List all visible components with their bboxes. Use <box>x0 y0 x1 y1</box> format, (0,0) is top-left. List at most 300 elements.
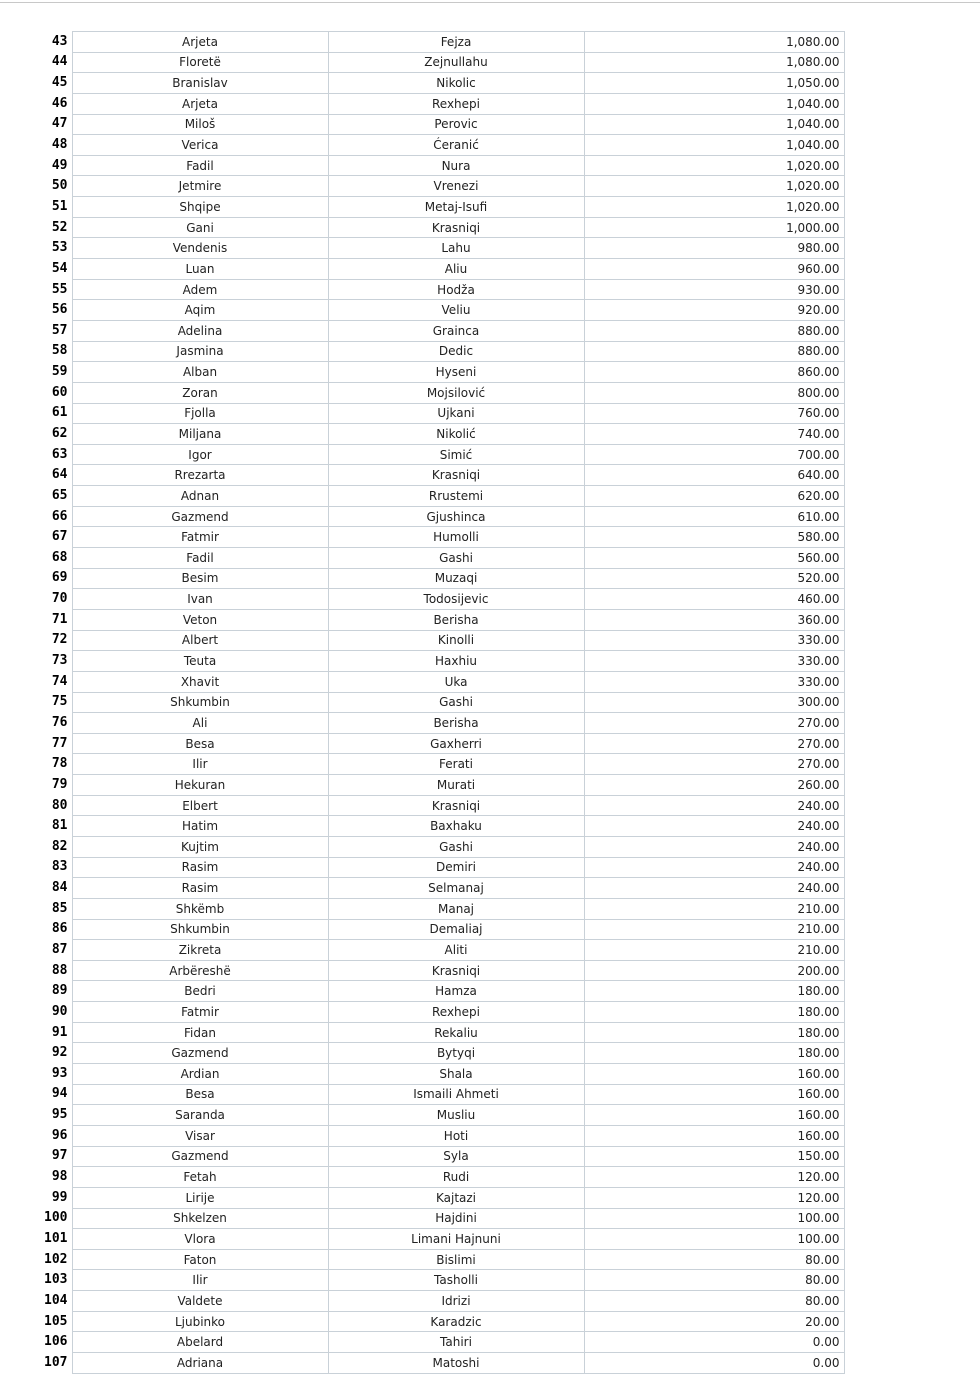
last-name-cell: Lahu <box>328 238 584 259</box>
last-name-cell: Hodža <box>328 279 584 300</box>
row-number: 62 <box>51 425 68 441</box>
table-row <box>38 1332 844 1353</box>
first-name-cell: Adem <box>72 279 328 300</box>
table-row <box>38 1084 844 1105</box>
table-row <box>38 713 844 734</box>
row-number: 100 <box>44 1210 68 1226</box>
table-row <box>38 960 844 981</box>
amount-cell: 640.00 <box>584 465 844 486</box>
row-number: 70 <box>51 591 68 607</box>
first-name-cell: Ljubinko <box>72 1311 328 1332</box>
row-number: 75 <box>51 694 68 710</box>
first-name-cell: Ivan <box>72 589 328 610</box>
last-name-cell: Todosijevic <box>328 589 584 610</box>
last-name-cell: Haxhiu <box>328 651 584 672</box>
row-number: 71 <box>51 611 68 627</box>
first-name-cell: Fetah <box>72 1167 328 1188</box>
row-number: 51 <box>51 198 68 214</box>
last-name-cell: Ferati <box>328 754 584 775</box>
row-number: 52 <box>51 219 68 235</box>
last-name-cell: Vrenezi <box>328 176 584 197</box>
last-name-cell: Veliu <box>328 300 584 321</box>
first-name-cell: Fjolla <box>72 403 328 424</box>
row-number: 78 <box>51 756 68 772</box>
last-name-cell: Demiri <box>328 857 584 878</box>
amount-cell: 0.00 <box>584 1332 844 1353</box>
first-name-cell: Besa <box>72 733 328 754</box>
amount-cell: 800.00 <box>584 382 844 403</box>
row-number: 86 <box>51 921 68 937</box>
last-name-cell: Fejza <box>328 32 584 53</box>
last-name-cell: Murati <box>328 775 584 796</box>
row-number: 82 <box>51 838 68 854</box>
last-name-cell: Rekaliu <box>328 1022 584 1043</box>
first-name-cell: Besa <box>72 1084 328 1105</box>
last-name-cell: Musliu <box>328 1105 584 1126</box>
first-name-cell: Verica <box>72 135 328 156</box>
amount-cell: 560.00 <box>584 548 844 569</box>
last-name-cell: Syla <box>328 1146 584 1167</box>
table-row <box>38 176 844 197</box>
amount-cell: 880.00 <box>584 341 844 362</box>
table-row <box>38 898 844 919</box>
table-row <box>38 940 844 961</box>
row-number: 104 <box>44 1292 68 1308</box>
last-name-cell: Baxhaku <box>328 816 584 837</box>
table-row <box>38 589 844 610</box>
amount-cell: 330.00 <box>584 630 844 651</box>
row-number: 89 <box>51 983 68 999</box>
first-name-cell: Vendenis <box>72 238 328 259</box>
amount-cell: 20.00 <box>584 1311 844 1332</box>
row-number: 106 <box>44 1334 68 1350</box>
last-name-cell: Demaliaj <box>328 919 584 940</box>
amount-cell: 80.00 <box>584 1291 844 1312</box>
amount-cell: 120.00 <box>584 1167 844 1188</box>
amount-cell: 1,040.00 <box>584 135 844 156</box>
row-number: 50 <box>51 178 68 194</box>
first-name-cell: Visar <box>72 1125 328 1146</box>
first-name-cell: Ardian <box>72 1064 328 1085</box>
first-name-cell: Shkëmb <box>72 898 328 919</box>
last-name-cell: Metaj-Isufi <box>328 197 584 218</box>
first-name-cell: Alban <box>72 362 328 383</box>
first-name-cell: Zoran <box>72 382 328 403</box>
amount-cell: 1,020.00 <box>584 176 844 197</box>
row-number: 105 <box>44 1313 68 1329</box>
table-row <box>38 1249 844 1270</box>
table-row <box>38 114 844 135</box>
last-name-cell: Gjushinca <box>328 506 584 527</box>
amount-cell: 240.00 <box>584 878 844 899</box>
table-row <box>38 795 844 816</box>
row-number: 63 <box>51 446 68 462</box>
table-row <box>38 609 844 630</box>
row-number: 81 <box>51 818 68 834</box>
last-name-cell: Nikolić <box>328 424 584 445</box>
row-number: 76 <box>51 714 68 730</box>
last-name-cell: Aliu <box>328 259 584 280</box>
row-number: 48 <box>51 137 68 153</box>
amount-cell: 180.00 <box>584 981 844 1002</box>
row-number: 96 <box>51 1127 68 1143</box>
amount-cell: 80.00 <box>584 1249 844 1270</box>
amount-cell: 100.00 <box>584 1208 844 1229</box>
amount-cell: 1,020.00 <box>584 197 844 218</box>
amount-cell: 610.00 <box>584 506 844 527</box>
amount-cell: 1,080.00 <box>584 52 844 73</box>
table-row <box>38 878 844 899</box>
table-row <box>38 1064 844 1085</box>
row-number: 46 <box>51 95 68 111</box>
amount-cell: 960.00 <box>584 259 844 280</box>
first-name-cell: Gani <box>72 217 328 238</box>
last-name-cell: Karadzic <box>328 1311 584 1332</box>
first-name-cell: Shkumbin <box>72 919 328 940</box>
first-name-cell: Xhavit <box>72 671 328 692</box>
amount-cell: 360.00 <box>584 609 844 630</box>
table-row <box>38 1105 844 1126</box>
first-name-cell: Elbert <box>72 795 328 816</box>
first-name-cell: Floretë <box>72 52 328 73</box>
row-number: 79 <box>51 776 68 792</box>
table-row <box>38 651 844 672</box>
amount-cell: 1,000.00 <box>584 217 844 238</box>
row-number: 73 <box>51 653 68 669</box>
table-row <box>38 857 844 878</box>
table-row <box>38 816 844 837</box>
amount-cell: 880.00 <box>584 320 844 341</box>
table-row <box>38 465 844 486</box>
last-name-cell: Hamza <box>328 981 584 1002</box>
first-name-cell: Adnan <box>72 486 328 507</box>
row-number: 97 <box>51 1148 68 1164</box>
first-name-cell: Hatim <box>72 816 328 837</box>
last-name-cell: Nura <box>328 155 584 176</box>
row-number: 57 <box>51 322 68 338</box>
amount-cell: 270.00 <box>584 754 844 775</box>
last-name-cell: Muzaqi <box>328 568 584 589</box>
row-number: 64 <box>51 467 68 483</box>
table-row <box>38 1291 844 1312</box>
row-number: 72 <box>51 632 68 648</box>
table-row <box>38 217 844 238</box>
amount-cell: 1,020.00 <box>584 155 844 176</box>
amount-cell: 740.00 <box>584 424 844 445</box>
amount-cell: 330.00 <box>584 671 844 692</box>
first-name-cell: Miljana <box>72 424 328 445</box>
row-number: 45 <box>51 75 68 91</box>
last-name-cell: Rexhepi <box>328 93 584 114</box>
table-row <box>38 548 844 569</box>
row-number: 60 <box>51 384 68 400</box>
row-number: 43 <box>51 33 68 49</box>
last-name-cell: Aliti <box>328 940 584 961</box>
last-name-cell: Rrustemi <box>328 486 584 507</box>
amount-cell: 100.00 <box>584 1229 844 1250</box>
row-number: 44 <box>51 54 68 70</box>
row-number: 53 <box>51 240 68 256</box>
first-name-cell: Arjeta <box>72 93 328 114</box>
last-name-cell: Uka <box>328 671 584 692</box>
amount-cell: 240.00 <box>584 795 844 816</box>
first-name-cell: Fadil <box>72 155 328 176</box>
first-name-cell: Aqim <box>72 300 328 321</box>
amount-cell: 1,080.00 <box>584 32 844 53</box>
amount-cell: 0.00 <box>584 1353 844 1374</box>
amount-cell: 760.00 <box>584 403 844 424</box>
table-row <box>38 320 844 341</box>
table-row <box>38 1311 844 1332</box>
amount-cell: 160.00 <box>584 1084 844 1105</box>
row-number: 85 <box>51 900 68 916</box>
table-row <box>38 197 844 218</box>
amount-cell: 150.00 <box>584 1146 844 1167</box>
first-name-cell: Albert <box>72 630 328 651</box>
last-name-cell: Bislimi <box>328 1249 584 1270</box>
amount-cell: 330.00 <box>584 651 844 672</box>
first-name-cell: Zikreta <box>72 940 328 961</box>
table-row <box>38 775 844 796</box>
last-name-cell: Zejnullahu <box>328 52 584 73</box>
first-name-cell: Shkumbin <box>72 692 328 713</box>
first-name-cell: Adriana <box>72 1353 328 1374</box>
last-name-cell: Mojsilović <box>328 382 584 403</box>
row-number: 68 <box>51 549 68 565</box>
table-row <box>38 733 844 754</box>
first-name-cell: Rasim <box>72 857 328 878</box>
first-name-cell: Shkelzen <box>72 1208 328 1229</box>
amount-cell: 460.00 <box>584 589 844 610</box>
table-row <box>38 1208 844 1229</box>
first-name-cell: Fatmir <box>72 1002 328 1023</box>
last-name-cell: Krasniqi <box>328 465 584 486</box>
table-row <box>38 568 844 589</box>
first-name-cell: Fadil <box>72 548 328 569</box>
row-number: 83 <box>51 859 68 875</box>
first-name-cell: Adelina <box>72 320 328 341</box>
first-name-cell: Gazmend <box>72 506 328 527</box>
last-name-cell: Gaxherri <box>328 733 584 754</box>
row-number: 101 <box>44 1230 68 1246</box>
amount-cell: 120.00 <box>584 1187 844 1208</box>
first-name-cell: Ali <box>72 713 328 734</box>
row-number: 99 <box>51 1189 68 1205</box>
table-row <box>38 93 844 114</box>
row-number: 103 <box>44 1272 68 1288</box>
row-number: 98 <box>51 1169 68 1185</box>
table-row <box>38 52 844 73</box>
last-name-cell: Hajdini <box>328 1208 584 1229</box>
table-body <box>38 32 844 1374</box>
table-row <box>38 754 844 775</box>
first-name-cell: Fidan <box>72 1022 328 1043</box>
table-row <box>38 1187 844 1208</box>
last-name-cell: Rudi <box>328 1167 584 1188</box>
last-name-cell: Simić <box>328 444 584 465</box>
last-name-cell: Tasholli <box>328 1270 584 1291</box>
amount-cell: 160.00 <box>584 1125 844 1146</box>
table-row <box>38 32 844 53</box>
last-name-cell: Shala <box>328 1064 584 1085</box>
amount-cell: 210.00 <box>584 919 844 940</box>
last-name-cell: Bytyqi <box>328 1043 584 1064</box>
first-name-cell: Ilir <box>72 1270 328 1291</box>
last-name-cell: Ismaili Ahmeti <box>328 1084 584 1105</box>
table-row <box>38 1125 844 1146</box>
last-name-cell: Matoshi <box>328 1353 584 1374</box>
last-name-cell: Nikolic <box>328 73 584 94</box>
row-number: 95 <box>51 1107 68 1123</box>
last-name-cell: Ujkani <box>328 403 584 424</box>
amount-cell: 80.00 <box>584 1270 844 1291</box>
last-name-cell: Gashi <box>328 836 584 857</box>
first-name-cell: Hekuran <box>72 775 328 796</box>
table-row <box>38 1146 844 1167</box>
last-name-cell: Berisha <box>328 713 584 734</box>
amount-cell: 1,040.00 <box>584 93 844 114</box>
table-row <box>38 238 844 259</box>
row-number: 91 <box>51 1024 68 1040</box>
amount-cell: 300.00 <box>584 692 844 713</box>
table-row <box>38 919 844 940</box>
table-row <box>38 362 844 383</box>
last-name-cell: Manaj <box>328 898 584 919</box>
amount-cell: 700.00 <box>584 444 844 465</box>
last-name-cell: Gashi <box>328 692 584 713</box>
first-name-cell: Rasim <box>72 878 328 899</box>
last-name-cell: Selmanaj <box>328 878 584 899</box>
first-name-cell: Ilir <box>72 754 328 775</box>
table-row <box>38 692 844 713</box>
first-name-cell: Veton <box>72 609 328 630</box>
first-name-cell: Luan <box>72 259 328 280</box>
first-name-cell: Jasmina <box>72 341 328 362</box>
first-name-cell: Faton <box>72 1249 328 1270</box>
amount-cell: 200.00 <box>584 960 844 981</box>
row-number: 92 <box>51 1045 68 1061</box>
first-name-cell: Arbëreshë <box>72 960 328 981</box>
first-name-cell: Valdete <box>72 1291 328 1312</box>
table-row <box>38 1043 844 1064</box>
row-number: 47 <box>51 116 68 132</box>
row-number: 107 <box>44 1354 68 1370</box>
row-number: 54 <box>51 260 68 276</box>
table-row <box>38 836 844 857</box>
first-name-cell: Igor <box>72 444 328 465</box>
row-number: 88 <box>51 962 68 978</box>
amount-cell: 980.00 <box>584 238 844 259</box>
first-name-cell: Fatmir <box>72 527 328 548</box>
last-name-cell: Krasniqi <box>328 795 584 816</box>
last-name-cell: Berisha <box>328 609 584 630</box>
data-table <box>38 31 845 1374</box>
table-row <box>38 73 844 94</box>
amount-cell: 270.00 <box>584 733 844 754</box>
last-name-cell: Gashi <box>328 548 584 569</box>
table-row <box>38 981 844 1002</box>
amount-cell: 180.00 <box>584 1043 844 1064</box>
first-name-cell: Lirije <box>72 1187 328 1208</box>
first-name-cell: Saranda <box>72 1105 328 1126</box>
amount-cell: 210.00 <box>584 940 844 961</box>
first-name-cell: Rrezarta <box>72 465 328 486</box>
first-name-cell: Branislav <box>72 73 328 94</box>
table-row <box>38 403 844 424</box>
row-number: 84 <box>51 880 68 896</box>
row-number: 55 <box>51 281 68 297</box>
amount-cell: 240.00 <box>584 836 844 857</box>
amount-cell: 240.00 <box>584 816 844 837</box>
row-number: 59 <box>51 364 68 380</box>
table-row <box>38 135 844 156</box>
amount-cell: 1,040.00 <box>584 114 844 135</box>
row-number: 80 <box>51 797 68 813</box>
row-number: 87 <box>51 942 68 957</box>
table-row <box>38 1353 844 1374</box>
amount-cell: 160.00 <box>584 1105 844 1126</box>
amount-cell: 180.00 <box>584 1022 844 1043</box>
row-number: 66 <box>51 508 68 524</box>
row-number: 74 <box>51 673 68 689</box>
table-row <box>38 527 844 548</box>
amount-cell: 260.00 <box>584 775 844 796</box>
row-number: 58 <box>51 343 68 359</box>
amount-cell: 580.00 <box>584 527 844 548</box>
first-name-cell: Kujtim <box>72 836 328 857</box>
last-name-cell: Dedic <box>328 341 584 362</box>
row-number: 65 <box>51 487 68 503</box>
table-row <box>38 1270 844 1291</box>
table-row <box>38 1229 844 1250</box>
last-name-cell: Krasniqi <box>328 960 584 981</box>
table-row <box>38 444 844 465</box>
first-name-cell: Gazmend <box>72 1146 328 1167</box>
last-name-cell: Rexhepi <box>328 1002 584 1023</box>
last-name-cell: Perovic <box>328 114 584 135</box>
first-name-cell: Arjeta <box>72 32 328 53</box>
amount-cell: 620.00 <box>584 486 844 507</box>
row-number: 61 <box>51 405 68 421</box>
last-name-cell: Limani Hajnuni <box>328 1229 584 1250</box>
table-row <box>38 424 844 445</box>
last-name-cell: Hyseni <box>328 362 584 383</box>
last-name-cell: Ćeranić <box>328 135 584 156</box>
last-name-cell: Krasniqi <box>328 217 584 238</box>
table-row <box>38 341 844 362</box>
amount-cell: 160.00 <box>584 1064 844 1085</box>
last-name-cell: Tahiri <box>328 1332 584 1353</box>
last-name-cell: Grainca <box>328 320 584 341</box>
top-divider <box>0 2 980 3</box>
table-row <box>38 382 844 403</box>
row-number: 93 <box>51 1065 68 1081</box>
table-row <box>38 1002 844 1023</box>
first-name-cell: Shqipe <box>72 197 328 218</box>
last-name-cell: Humolli <box>328 527 584 548</box>
amount-cell: 930.00 <box>584 279 844 300</box>
amount-cell: 240.00 <box>584 857 844 878</box>
table-row <box>38 300 844 321</box>
table-row <box>38 486 844 507</box>
table-row <box>38 155 844 176</box>
table-row <box>38 1022 844 1043</box>
amount-cell: 860.00 <box>584 362 844 383</box>
first-name-cell: Besim <box>72 568 328 589</box>
amount-cell: 520.00 <box>584 568 844 589</box>
amount-cell: 210.00 <box>584 898 844 919</box>
amount-cell: 920.00 <box>584 300 844 321</box>
